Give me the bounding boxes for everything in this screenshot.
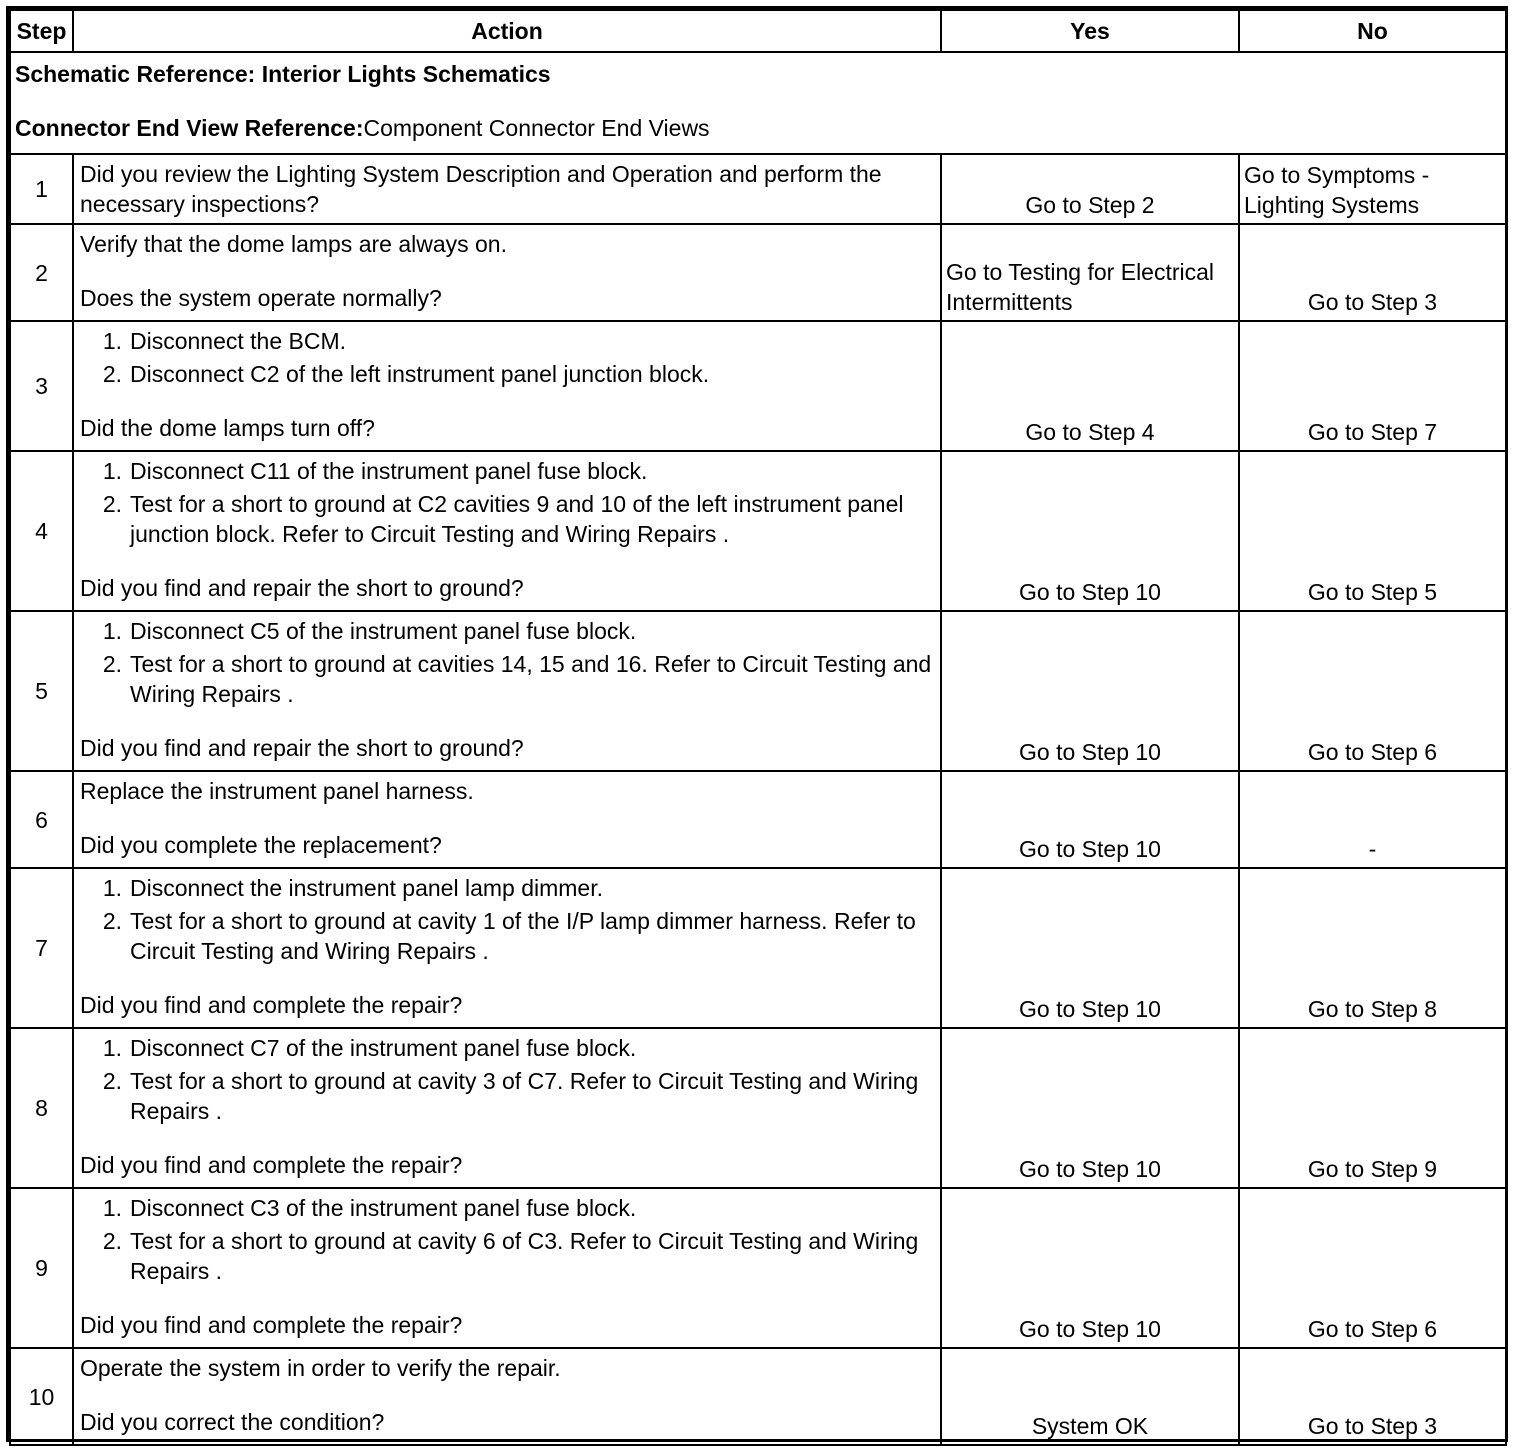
yes-cell: Go to Step 10	[941, 771, 1239, 868]
step-number: 3	[10, 321, 73, 451]
yes-cell: System OK	[941, 1348, 1239, 1445]
list-item: 2. Test for a short to ground at cavity 1 of the I/P lamp dimmer harness. Refer to Circuit Testing and Wiring Repairs .	[102, 908, 916, 964]
connector-reference-label: Connector End View Reference:	[15, 115, 364, 141]
yes-cell: Go to Step 10	[941, 611, 1239, 771]
no-cell: Go to Step 3	[1239, 1348, 1506, 1445]
action-question: Did you find and complete the repair?	[80, 1312, 463, 1338]
action-list	[80, 326, 936, 389]
connector-reference	[15, 113, 1501, 143]
list-item: 1. Disconnect C11 of the instrument panel fuse block.	[102, 458, 648, 484]
list-item: 2. Test for a short to ground at cavity 3 of C7. Refer to Circuit Testing and Wiring Repairs .	[102, 1068, 919, 1124]
table-row	[10, 224, 1506, 321]
table-row	[10, 1028, 1506, 1188]
table-row	[10, 154, 1506, 224]
action-question: Did you find and complete the repair?	[80, 1152, 463, 1178]
action-list	[80, 1033, 936, 1126]
yes-cell: Go to Step 10	[941, 451, 1239, 611]
connector-reference-value: Component Connector End Views	[363, 115, 710, 141]
step-number: 9	[10, 1188, 73, 1348]
no-cell: Go to Step 5	[1239, 451, 1506, 611]
list-item: 1. Disconnect C5 of the instrument panel fuse block.	[102, 618, 637, 644]
action-question: Does the system operate normally?	[80, 285, 442, 311]
action-cell	[73, 451, 941, 611]
no-cell: Go to Step 6	[1239, 611, 1506, 771]
action-question: Did you find and repair the short to ground?	[80, 735, 524, 761]
reference-row	[10, 52, 1506, 154]
diagnostic-table	[9, 9, 1507, 1446]
header-yes: Yes	[941, 10, 1239, 52]
list-item: 2. Test for a short to ground at C2 cavities 9 and 10 of the left instrument panel junction block. Refer to Circuit Testing and Wiring Repairs .	[102, 491, 904, 547]
yes-cell: Go to Step 10	[941, 868, 1239, 1028]
step-number: 10	[10, 1348, 73, 1445]
list-item: 1. Disconnect C7 of the instrument panel fuse block.	[102, 1035, 637, 1061]
header-row	[10, 10, 1506, 52]
action-cell	[73, 224, 941, 321]
action-question: Did the dome lamps turn off?	[80, 415, 375, 441]
action-question: Did you correct the condition?	[80, 1409, 385, 1435]
action-text: Operate the system in order to verify the repair.	[80, 1355, 561, 1381]
action-text: Verify that the dome lamps are always on.	[80, 231, 507, 257]
action-cell	[73, 611, 941, 771]
header-no: No	[1239, 10, 1506, 52]
table-row	[10, 611, 1506, 771]
action-list	[80, 456, 936, 549]
step-number: 6	[10, 771, 73, 868]
table-row	[10, 771, 1506, 868]
action-question: Did you complete the replacement?	[80, 832, 442, 858]
yes-cell: Go to Step 10	[941, 1188, 1239, 1348]
step-number: 8	[10, 1028, 73, 1188]
action-cell	[73, 321, 941, 451]
list-item: 2. Disconnect C2 of the left instrument panel junction block.	[102, 361, 710, 387]
table-row	[10, 868, 1506, 1028]
list-item: 1. Disconnect the BCM.	[102, 328, 347, 354]
no-cell: Go to Step 3	[1239, 224, 1506, 321]
action-text: Did you review the Lighting System Description and Operation and perform the necessary inspections?	[80, 161, 882, 217]
step-number: 5	[10, 611, 73, 771]
step-number: 1	[10, 154, 73, 224]
action-list	[80, 1193, 936, 1286]
list-item: 2. Test for a short to ground at cavities 14, 15 and 16. Refer to Circuit Testing and Wiring Repairs .	[102, 651, 932, 707]
step-number: 2	[10, 224, 73, 321]
reference-cell	[10, 52, 1506, 154]
list-item: 1. Disconnect C3 of the instrument panel fuse block.	[102, 1195, 637, 1221]
yes-cell: Go to Step 10	[941, 1028, 1239, 1188]
action-cell	[73, 154, 941, 224]
action-cell	[73, 1028, 941, 1188]
action-cell	[73, 1348, 941, 1445]
action-question: Did you find and complete the repair?	[80, 992, 463, 1018]
step-number: 4	[10, 451, 73, 611]
table-row	[10, 1188, 1506, 1348]
no-cell: -	[1239, 771, 1506, 868]
no-cell: Go to Step 7	[1239, 321, 1506, 451]
table-row	[10, 321, 1506, 451]
table-row	[10, 1348, 1506, 1445]
yes-cell: Go to Step 4	[941, 321, 1239, 451]
table-row	[10, 451, 1506, 611]
action-list	[80, 616, 936, 709]
list-item: 2. Test for a short to ground at cavity 6 of C3. Refer to Circuit Testing and Wiring Repairs .	[102, 1228, 919, 1284]
no-cell: Go to Step 9	[1239, 1028, 1506, 1188]
action-text: Replace the instrument panel harness.	[80, 778, 474, 804]
list-item: 1. Disconnect the instrument panel lamp dimmer.	[102, 875, 603, 901]
action-cell	[73, 1188, 941, 1348]
action-cell	[73, 771, 941, 868]
no-cell: Go to Step 6	[1239, 1188, 1506, 1348]
diagnostic-table-frame	[6, 6, 1508, 1442]
no-cell: Go to Step 8	[1239, 868, 1506, 1028]
no-cell: Go to Symptoms - Lighting Systems	[1239, 154, 1506, 224]
action-question: Did you find and repair the short to ground?	[80, 575, 524, 601]
header-action: Action	[73, 10, 941, 52]
yes-cell: Go to Testing for Electrical Intermittents	[941, 224, 1239, 321]
schematic-reference: Schematic Reference: Interior Lights Schematics	[15, 61, 551, 87]
header-step: Step	[10, 10, 73, 52]
action-cell	[73, 868, 941, 1028]
yes-cell: Go to Step 2	[941, 154, 1239, 224]
step-number: 7	[10, 868, 73, 1028]
action-list	[80, 873, 936, 966]
